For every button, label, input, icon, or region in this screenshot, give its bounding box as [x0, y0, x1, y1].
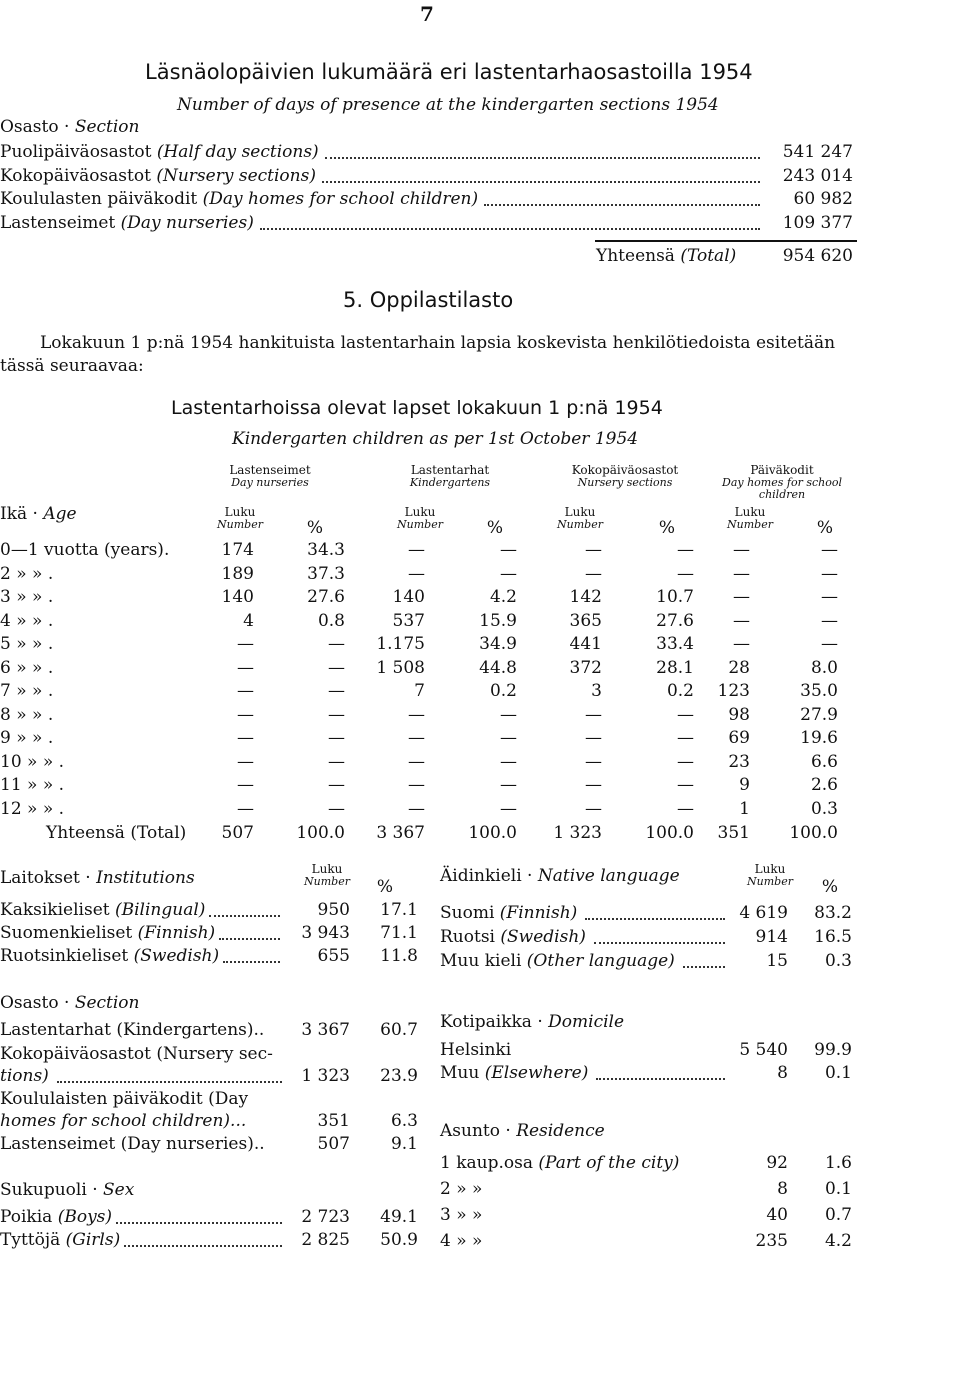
age-row-cell: 537	[392, 610, 425, 631]
dot-leader	[260, 228, 760, 230]
col-group-2-en: Kindergartens	[409, 476, 491, 489]
dot-leader	[585, 918, 725, 920]
age-row-cell: —	[328, 634, 345, 654]
age-row-cell: —	[821, 540, 838, 560]
language-row-number: 914	[755, 927, 788, 947]
col-group-3-en: Nursery sections	[577, 476, 673, 489]
sex-row-number: 2 723	[301, 1207, 350, 1227]
number-label: Number	[217, 518, 263, 531]
age-row-cell: 44.8	[479, 657, 517, 678]
institution-row-label-fi: Kaksikieliset	[0, 900, 110, 920]
section-row-label: Lastenseimet (Day nurseries)..	[0, 1134, 265, 1154]
age-row-cell: —	[237, 681, 254, 701]
age-header-en: Age	[43, 504, 77, 524]
section-row-number: 351	[317, 1111, 350, 1131]
residence-row-number: 8	[777, 1179, 788, 1199]
age-row-cell: 35.0	[800, 681, 838, 701]
section-row-label: Kokopäiväosastot (Nursery sec-	[0, 1044, 273, 1064]
luku-number-header	[545, 505, 615, 531]
institution-row-number: 3 943	[301, 923, 350, 943]
language-row-percent: 16.5	[814, 927, 852, 947]
domicile-heading-en: Domicile	[548, 1012, 625, 1032]
col-group-4-en: Day homes for school children	[722, 476, 842, 501]
dot-leader	[209, 915, 280, 917]
age-row-cell: —	[585, 540, 602, 560]
residence-row-label-fi: 1 kaup.osa	[440, 1153, 533, 1173]
percent-header: %	[658, 518, 676, 538]
age-row-cell: 19.6	[800, 728, 838, 748]
luku-number-header	[205, 505, 275, 531]
section-row-label: Lastentarhat (Kindergartens)..	[0, 1020, 265, 1040]
age-row-cell: 9	[739, 775, 750, 795]
total-label-fi: Yhteensä	[596, 246, 675, 266]
section-label-en: Section	[74, 117, 140, 137]
right-percent-header: %	[821, 877, 839, 897]
section-title-fi: Läsnäolopäivien lukumäärä eri lastentarhaosastoilla 1954	[145, 60, 753, 84]
residence-row-label	[440, 1179, 482, 1199]
dot-leader	[484, 204, 760, 206]
number-label: Number	[397, 518, 443, 531]
institution-row-label-fi: Suomenkieliset	[0, 923, 133, 943]
age-row-cell: 7	[414, 681, 425, 701]
residence-row-number: 235	[755, 1231, 788, 1251]
section4-row-label-fi: Kokopäiväosastot	[0, 165, 151, 186]
age-row-cell: —	[328, 704, 345, 725]
section-row-label-cont: tions)	[0, 1066, 49, 1086]
col-group-4-fi: Päiväkodit	[750, 463, 814, 477]
language-heading: Äidinkieli · Native language	[440, 866, 680, 886]
age-row-cell: 4.2	[489, 587, 517, 607]
residence-row-percent: 1.6	[824, 1153, 852, 1173]
language-row-label-fi: Ruotsi	[440, 927, 495, 947]
age-row-cell: —	[328, 798, 345, 819]
age-row-cell: 441	[569, 634, 602, 654]
section-row-label: Koululaisten päiväkodit (Day	[0, 1089, 249, 1109]
section5-title: 5. Oppilastilasto	[343, 288, 514, 312]
dot-leader	[223, 961, 280, 963]
page-number: 7	[420, 2, 434, 26]
domicile-row-label-en: (Elsewhere)	[484, 1063, 589, 1083]
language-row-label	[440, 951, 675, 971]
residence-row-label-fi: 4 » »	[440, 1231, 483, 1251]
age-row-cell: 1 508	[376, 657, 425, 678]
right-number-label: Number	[747, 875, 793, 888]
domicile-row-label	[440, 1063, 588, 1083]
col-group-4	[722, 463, 842, 501]
total-row-cell: 351	[717, 823, 750, 843]
residence-heading-fi: Asunto	[440, 1121, 500, 1141]
dot-leader	[116, 1222, 282, 1224]
age-row-cell: —	[237, 751, 254, 772]
age-row-cell: 23	[728, 751, 750, 772]
number-label: Number	[557, 518, 603, 531]
residence-row-label	[440, 1231, 482, 1251]
table-title-fi: Lastentarhoissa olevat lapset lokakuun 1 p:nä 1954	[171, 397, 663, 419]
total-row-cell: 100.0	[296, 823, 345, 843]
age-row-cell: —	[821, 587, 838, 607]
age-row-cell: —	[408, 563, 425, 584]
age-row-cell: 69	[728, 728, 750, 748]
age-row-cell: —	[821, 610, 838, 631]
age-row-cell: 174	[221, 540, 254, 560]
age-row-cell: 28.1	[656, 657, 694, 678]
age-row-cell: —	[237, 728, 254, 748]
age-row-cell: —	[677, 751, 694, 772]
section-heading-en: Section	[74, 993, 140, 1013]
age-row-cell: 27.9	[800, 704, 838, 725]
age-row-cell: 4	[243, 610, 254, 631]
col-group-1	[205, 463, 335, 489]
age-row-cell: —	[733, 634, 750, 654]
domicile-row-label-fi: Helsinki	[440, 1040, 512, 1060]
age-row-label: 5 » » .	[0, 634, 54, 654]
language-row-number: 15	[766, 951, 788, 971]
residence-row-percent: 0.7	[824, 1205, 852, 1225]
domicile-heading-fi: Kotipaikka	[440, 1012, 532, 1032]
language-row-label-fi: Suomi	[440, 903, 495, 923]
age-row-cell: —	[585, 751, 602, 772]
section4-row-value: 541 247	[782, 142, 853, 162]
sex-heading-en: Sex	[103, 1180, 135, 1200]
total-row-cell: 507	[221, 823, 254, 843]
age-row-cell: 15.9	[479, 610, 517, 631]
age-row-cell: 142	[569, 587, 602, 607]
left-luku-label: Luku	[311, 862, 343, 876]
age-row-label: 9 » » .	[0, 728, 54, 748]
institution-row-label-en: (Finnish)	[137, 923, 216, 943]
table-title-en: Kindergarten children as per 1st October 1954	[232, 429, 639, 449]
luku-number-header	[385, 505, 455, 531]
section4-row-label-en: (Half day sections)	[156, 142, 319, 162]
luku-label: Luku	[224, 505, 256, 519]
age-row-cell: —	[677, 704, 694, 725]
section4-row-label-fi: Lastenseimet	[0, 212, 116, 233]
age-row-cell: —	[237, 775, 254, 795]
right-luku-label: Luku	[754, 862, 786, 876]
institution-row-label	[0, 900, 205, 920]
age-row-cell: —	[328, 751, 345, 772]
age-row-cell: —	[408, 540, 425, 560]
section4-row-label-en: (Day homes for school children)	[202, 189, 479, 209]
institution-row-label-fi: Ruotsinkieliset	[0, 946, 129, 966]
age-row-cell: —	[408, 728, 425, 748]
age-row-cell: —	[585, 563, 602, 584]
age-row-cell: 6.6	[810, 751, 838, 772]
age-row-cell: 10.7	[656, 587, 694, 607]
domicile-row-percent: 0.1	[824, 1063, 852, 1083]
language-row-number: 4 619	[739, 903, 788, 923]
age-row-cell: —	[500, 540, 517, 560]
age-row-cell: —	[677, 563, 694, 584]
age-row-cell: —	[500, 563, 517, 584]
age-row-cell: —	[500, 798, 517, 819]
age-row-cell: 27.6	[656, 610, 694, 631]
age-row-cell: 1.175	[376, 634, 425, 654]
age-row-cell: 365	[569, 610, 602, 631]
age-row-cell: —	[585, 798, 602, 819]
section-row-number: 1 323	[301, 1066, 350, 1086]
age-row-cell: 98	[728, 704, 750, 725]
total-row-cell: 1 323	[553, 823, 602, 843]
age-row-cell: —	[821, 634, 838, 654]
age-row-cell: 0.2	[666, 681, 694, 701]
age-row-cell: 189	[221, 563, 254, 584]
language-row-label-en: (Other language)	[526, 951, 675, 971]
dot-leader	[57, 1081, 282, 1083]
age-row-cell: —	[733, 563, 750, 584]
section-label: Osasto · Section	[0, 117, 140, 137]
residence-row-label-fi: 3 » »	[440, 1205, 483, 1225]
age-row-cell: —	[733, 587, 750, 607]
residence-row-number: 92	[766, 1153, 788, 1173]
luku-label: Luku	[564, 505, 596, 519]
age-row-label: 11 » » .	[0, 775, 65, 795]
section4-row-label	[0, 213, 254, 233]
age-row-label: 10 » » .	[0, 751, 65, 772]
age-row-cell: —	[585, 704, 602, 725]
section-heading: Osasto · Section	[0, 993, 140, 1013]
age-row-label: 6 » » .	[0, 657, 54, 678]
col-group-1-en: Day nurseries	[231, 476, 309, 489]
left-luku-header	[292, 862, 362, 888]
age-row-cell: —	[237, 634, 254, 654]
section4-row-label-fi: Puolipäiväosastot	[0, 142, 152, 162]
residence-row-percent: 4.2	[824, 1231, 852, 1251]
domicile-heading: Kotipaikka · Domicile	[440, 1012, 625, 1032]
sex-row-percent: 50.9	[380, 1230, 418, 1250]
institution-row-label	[0, 946, 219, 966]
dot-leader	[219, 938, 280, 940]
section-heading-fi: Osasto	[0, 993, 59, 1013]
left-percent-header: %	[376, 877, 394, 897]
language-row-label	[440, 903, 577, 923]
section4-row-value: 60 982	[793, 189, 853, 209]
sex-heading-fi: Sukupuoli	[0, 1180, 87, 1200]
age-row-cell: 37.3	[307, 563, 345, 584]
residence-row-label-en: (Part of the city)	[538, 1153, 680, 1173]
domicile-row-label-fi: Muu	[440, 1063, 480, 1083]
age-row-label: 12 » » .	[0, 798, 65, 819]
section-row-label-cont: homes for school children)...	[0, 1111, 247, 1131]
residence-row-number: 40	[766, 1205, 788, 1225]
age-row-cell: —	[408, 775, 425, 795]
section4-total-value: 954 620	[782, 246, 853, 266]
residence-row-label	[440, 1205, 482, 1225]
age-row-label: 8 » » .	[0, 704, 54, 725]
age-row-cell: —	[677, 540, 694, 560]
total-label-en: (Total)	[680, 246, 737, 266]
residence-heading: Asunto · Residence	[440, 1121, 605, 1141]
sex-row-label-fi: Tyttöjä	[0, 1230, 61, 1250]
age-row-cell: —	[500, 728, 517, 748]
section4-row-label-en: (Nursery sections)	[156, 165, 316, 186]
age-row-label: 2 » » .	[0, 563, 54, 584]
domicile-row-label	[440, 1040, 511, 1060]
section4-row-label	[0, 189, 478, 209]
institutions-heading-en: Institutions	[96, 868, 195, 888]
sex-heading: Sukupuoli · Sex	[0, 1180, 135, 1200]
age-header-fi: Ikä	[0, 504, 28, 524]
age-row-cell: —	[408, 798, 425, 819]
section-row-percent: 60.7	[380, 1020, 418, 1040]
language-row-label-en: (Swedish)	[500, 927, 586, 947]
col-group-2	[385, 463, 515, 489]
age-row-cell: 0.2	[489, 681, 517, 701]
col-group-1-fi: Lastenseimet	[229, 463, 311, 477]
age-row-cell: —	[237, 704, 254, 725]
institution-row-label	[0, 923, 215, 943]
section4-row-value: 243 014	[782, 165, 853, 186]
total-row-label: Yhteensä (Total)	[46, 823, 187, 843]
language-row-label-en: (Finnish)	[499, 903, 578, 923]
age-row-cell: 8.0	[810, 657, 838, 678]
age-row-cell: 123	[717, 681, 750, 701]
col-group-2-fi: Lastentarhat	[410, 463, 490, 477]
col-group-3-fi: Kokopäiväosastot	[571, 463, 679, 477]
dot-leader	[325, 157, 760, 159]
sex-row-percent: 49.1	[380, 1207, 418, 1227]
age-row-cell: 33.4	[656, 634, 694, 654]
luku-label: Luku	[734, 505, 766, 519]
age-row-cell: —	[821, 563, 838, 584]
domicile-row-number: 5 540	[739, 1040, 788, 1060]
age-row-cell: 140	[392, 587, 425, 607]
total-row-cell: 100.0	[789, 823, 838, 843]
age-row-cell: 3	[591, 681, 602, 701]
total-row-cell: 3 367	[376, 823, 425, 843]
institution-row-number: 950	[317, 900, 350, 920]
age-row-cell: 27.6	[307, 587, 345, 607]
section4-row-label-fi: Koululasten päiväkodit	[0, 189, 198, 209]
luku-number-header	[715, 505, 785, 531]
age-row-cell: 0.8	[317, 610, 345, 631]
section4-total-label	[596, 246, 736, 266]
age-row-cell: —	[237, 657, 254, 678]
language-heading-en: Native language	[537, 866, 680, 886]
sex-row-label	[0, 1230, 120, 1250]
sex-row-number: 2 825	[301, 1230, 350, 1250]
institutions-heading: Laitokset · Institutions	[0, 868, 195, 888]
institution-row-number: 655	[317, 946, 350, 966]
section4-row-value: 109 377	[782, 212, 853, 233]
total-rule	[595, 240, 857, 242]
section-label-fi: Osasto	[0, 117, 59, 137]
language-row-percent: 83.2	[814, 903, 852, 923]
section-row-percent: 23.9	[380, 1066, 418, 1086]
age-row-cell: —	[733, 610, 750, 631]
section4-row-label	[0, 166, 316, 186]
age-row-cell: 1	[739, 798, 750, 819]
language-row-label-fi: Muu kieli	[440, 951, 522, 971]
age-row-cell: —	[500, 751, 517, 772]
institution-row-label-en: (Swedish)	[133, 946, 220, 966]
language-row-percent: 0.3	[824, 951, 852, 971]
institution-row-percent: 71.1	[380, 923, 418, 943]
age-row-cell: —	[677, 728, 694, 748]
age-row-cell: 2.6	[810, 775, 838, 795]
dot-leader	[594, 942, 725, 944]
sex-row-label-fi: Poikia	[0, 1207, 53, 1227]
intro-line-1: Lokakuun 1 p:nä 1954 hankituista lastentarhain lapsia koskevista henkilötiedoista esitetään	[40, 333, 836, 353]
age-row-cell: —	[585, 775, 602, 795]
dot-leader	[124, 1245, 282, 1247]
language-heading-fi: Äidinkieli	[440, 866, 522, 886]
age-row-label: 3 » » .	[0, 587, 54, 607]
col-group-3	[545, 463, 705, 489]
sex-row-label	[0, 1207, 112, 1227]
left-number-label: Number	[304, 875, 350, 888]
age-row-cell: —	[500, 775, 517, 795]
age-row-cell: —	[328, 728, 345, 748]
age-row-label: 4 » » .	[0, 610, 54, 631]
total-row-cell: 100.0	[645, 823, 694, 843]
percent-header: %	[306, 518, 324, 538]
age-row-cell: —	[328, 657, 345, 678]
section-title-en: Number of days of presence at the kindergarten sections 1954	[177, 95, 719, 115]
age-row-label: 0—1 vuotta (years).	[0, 540, 170, 560]
right-luku-header	[730, 862, 810, 888]
dot-leader	[322, 181, 760, 183]
section4-row-label	[0, 142, 319, 162]
age-row-cell: —	[237, 798, 254, 819]
institution-row-percent: 11.8	[380, 946, 418, 966]
age-row-cell: 140	[221, 587, 254, 607]
sex-row-label-en: (Boys)	[57, 1207, 113, 1227]
institutions-heading-fi: Laitokset	[0, 868, 80, 888]
age-row-cell: —	[733, 540, 750, 560]
section-row-number: 3 367	[301, 1020, 350, 1040]
residence-row-percent: 0.1	[824, 1179, 852, 1199]
age-row-label: 7 » » .	[0, 681, 54, 701]
domicile-row-number: 8	[777, 1063, 788, 1083]
age-row-cell: —	[677, 798, 694, 819]
age-row-cell: 34.3	[307, 540, 345, 560]
dot-leader	[596, 1078, 725, 1080]
total-row-cell: 100.0	[468, 823, 517, 843]
percent-header: %	[486, 518, 504, 538]
age-row-cell: —	[677, 775, 694, 795]
residence-row-label	[440, 1153, 679, 1173]
age-row-cell: 0.3	[810, 798, 838, 819]
age-row-cell: —	[408, 704, 425, 725]
age-row-cell: —	[328, 775, 345, 795]
section4-row-label-en: (Day nurseries)	[120, 212, 254, 233]
age-row-cell: 34.9	[479, 634, 517, 654]
institution-row-percent: 17.1	[380, 900, 418, 920]
intro-line-2: tässä seuraavaa:	[0, 356, 144, 376]
age-row-cell: —	[585, 728, 602, 748]
residence-heading-en: Residence	[516, 1121, 605, 1141]
age-row-cell: —	[328, 681, 345, 701]
residence-row-label-fi: 2 » »	[440, 1179, 483, 1199]
number-label: Number	[727, 518, 773, 531]
age-row-cell: 28	[728, 657, 750, 678]
domicile-row-percent: 99.9	[814, 1040, 852, 1060]
sex-row-label-en: (Girls)	[65, 1230, 121, 1250]
percent-header: %	[816, 518, 834, 538]
age-row-cell: —	[500, 704, 517, 725]
section-row-percent: 9.1	[390, 1134, 418, 1154]
institution-row-label-en: (Bilingual)	[115, 900, 206, 920]
section-row-number: 507	[317, 1134, 350, 1154]
age-row-cell: 372	[569, 657, 602, 678]
age-row-cell: —	[408, 751, 425, 772]
luku-label: Luku	[404, 505, 436, 519]
age-header: Ikä · Age	[0, 504, 77, 524]
language-row-label	[440, 927, 586, 947]
section-row-percent: 6.3	[390, 1111, 418, 1131]
